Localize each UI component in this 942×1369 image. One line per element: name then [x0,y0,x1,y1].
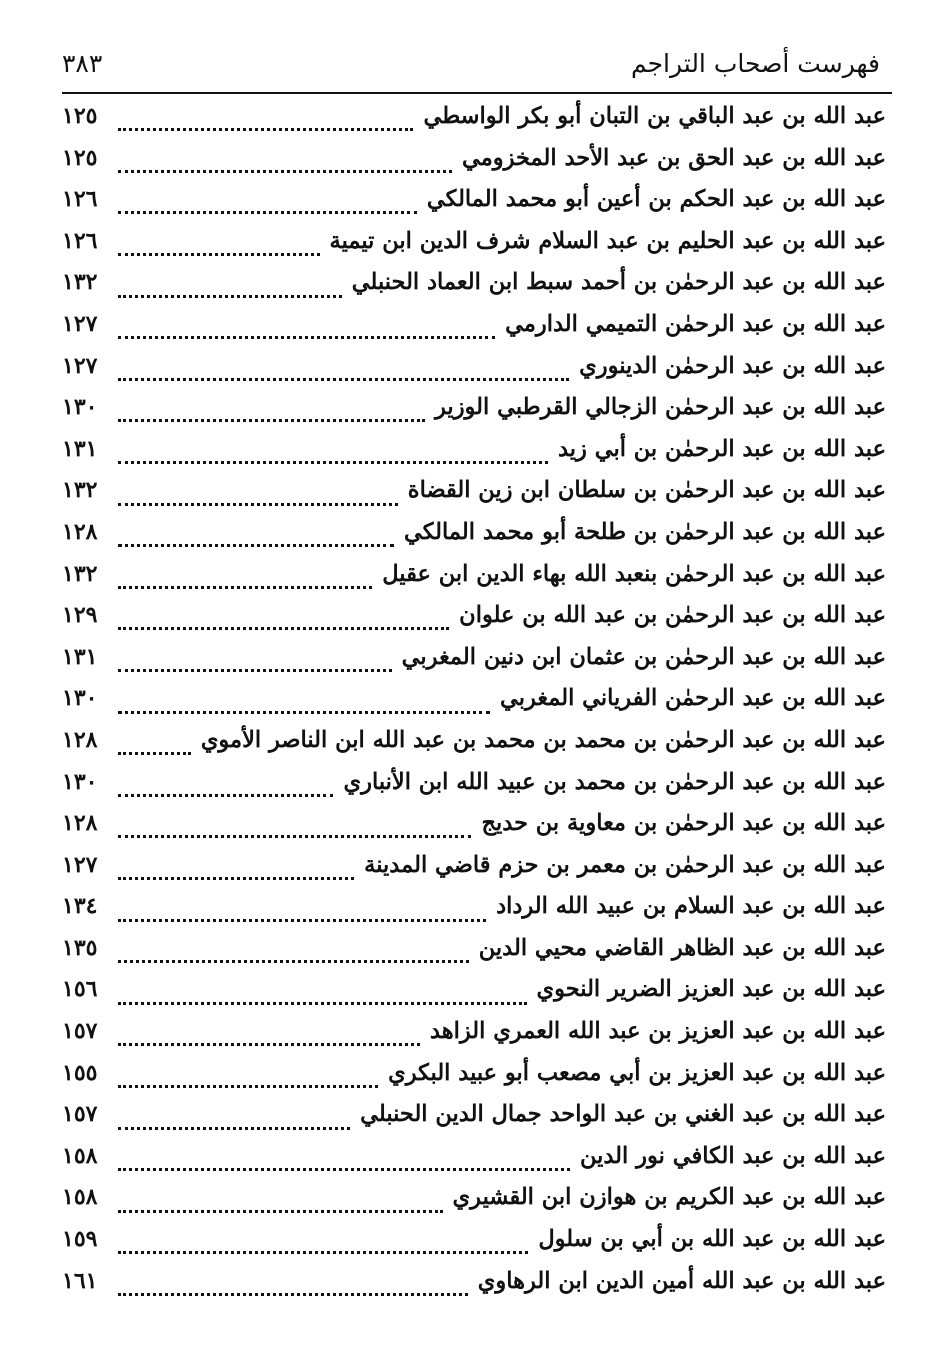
index-entry [62,145,886,187]
entry-page-number: ١٣٢ [62,560,98,587]
entry-page-number: ١٦١ [62,1267,98,1294]
entry-page-number: ١٥٥ [62,1059,98,1086]
dot-leader [118,711,490,714]
index-entry [62,269,886,311]
index-entry [62,810,886,852]
dot-leader [118,211,417,214]
entry-page-number: ١٢٥ [62,144,98,171]
dot-leader [118,336,495,339]
dot-leader [118,503,398,506]
entry-name: عبد الله بن عبد الحليم بن عبد السلام شرف الدين ابن تيمية [329,227,886,254]
entry-name: عبد الله بن عبد الكريم بن هوازن ابن القشيري [452,1184,886,1211]
entry-name: عبد الله بن عبد الحكم بن أعين أبو محمد المالكي [426,186,886,213]
index-entry [62,644,886,686]
entry-name: عبد الله بن عبد الغني بن عبد الواحد جمال الدين الحنبلي [360,1101,886,1128]
index-entry [62,976,886,1018]
entry-page-number: ١٢٨ [62,726,98,753]
entry-page-number: ١٥٦ [62,976,98,1003]
entry-page-number: ١٢٦ [62,186,98,213]
entry-page-number: ١٣٤ [62,893,98,920]
header-title: فهرست أصحاب التراجم [630,48,880,78]
index-entry [62,893,886,935]
dot-leader [118,128,413,131]
entry-page-number: ١٢٧ [62,851,98,878]
index-entry [62,727,886,769]
entry-name: عبد الله بن عبد العزيز بن عبد الله العمري الزاهد [429,1018,886,1045]
index-entry [62,685,886,727]
entry-name: عبد الله بن عبد الرحمٰن التميمي الدارمي [505,310,886,337]
dot-leader [118,794,333,797]
entry-name: عبد الله بن عبد الرحمٰن بن عثمان ابن دنين المغربي [401,643,886,670]
entry-name: عبد الله بن عبد الرحمٰن بن طلحة أبو محمد المالكي [404,518,886,545]
index-entry [62,103,886,145]
entry-page-number: ١٣١ [62,435,98,462]
entry-name: عبد الله بن عبد العزيز الضرير النحوي [536,976,886,1003]
entry-page-number: ١٣٠ [62,685,98,712]
entry-page-number: ١٢٧ [62,310,98,337]
index-entry [62,394,886,436]
page-number: ٣٨٣ [62,48,103,78]
entry-name: عبد الله بن عبد الرحمٰن بن سلطان ابن زين القضاة [407,477,886,504]
entry-page-number: ١٣٢ [62,477,98,504]
index-entry [62,561,886,603]
index-entry [62,1268,886,1310]
dot-leader [118,1043,420,1046]
entry-name: عبد الله بن عبد الرحمٰن بن معمر بن حزم قاضي المدينة [364,851,886,878]
entry-page-number: ١٥٧ [62,1101,98,1128]
entry-name: عبد الله بن عبد الرحمٰن الزجالي القرطبي الوزير [435,394,886,421]
dot-leader [118,1127,350,1130]
index-entries [62,103,886,1309]
dot-leader [118,627,449,630]
index-entry [62,769,886,811]
entry-name: عبد الله بن عبد الرحمٰن بن أحمد سبط ابن العماد الحنبلي [351,269,886,296]
entry-name: عبد الله بن عبد الرحمٰن الفرياني المغربي [499,685,886,712]
entry-page-number: ١٣٠ [62,768,98,795]
dot-leader [118,170,452,173]
index-entry [62,436,886,478]
entry-name: عبد الله بن عبد السلام بن عبيد الله الرداد [496,893,886,920]
index-entry [62,186,886,228]
page-header [62,40,880,86]
dot-leader [118,835,471,838]
index-entry [62,1143,886,1185]
dot-leader [118,378,569,381]
dot-leader [118,752,191,755]
entry-name: عبد الله بن عبد الحق بن عبد الأحد المخزومي [461,144,886,171]
entry-name: عبد الله بن عبد الله أمين الدين ابن الرهاوي [477,1267,886,1294]
entry-page-number: ١٣٥ [62,934,98,961]
entry-name: عبد الله بن عبد العزيز بن أبي مصعب أبو عبيد البكري [388,1059,886,1086]
index-entry [62,1226,886,1268]
dot-leader [118,1168,570,1171]
index-entry [62,1018,886,1060]
index-entry [62,311,886,353]
dot-leader [118,461,548,464]
index-entry [62,935,886,977]
entry-page-number: ١٢٦ [62,227,98,254]
entry-page-number: ١٢٧ [62,352,98,379]
entry-name: عبد الله بن عبد الرحمٰن بن معاوية بن حديج [481,810,886,837]
entry-page-number: ١٣١ [62,643,98,670]
entry-page-number: ١٢٨ [62,810,98,837]
index-entry [62,519,886,561]
entry-name: عبد الله بن عبد الرحمٰن بن أبي زيد [557,435,886,462]
entry-name: عبد الله بن عبد الرحمٰن بن محمد بن محمد بن عبد الله ابن الناصر الأموي [200,726,886,753]
entry-page-number: ١٥٨ [62,1184,98,1211]
dot-leader [118,960,469,963]
entry-page-number: ١٥٧ [62,1018,98,1045]
index-entry [62,228,886,270]
dot-leader [118,1210,443,1213]
entry-name: عبد الله بن عبد الرحمٰن بن عبد الله بن علوان [459,602,886,629]
dot-leader [118,669,392,672]
dot-leader [118,419,425,422]
dot-leader [118,877,354,880]
index-entry [62,1060,886,1102]
dot-leader [118,544,394,547]
dot-leader [118,253,320,256]
header-rule [62,92,892,94]
index-entry [62,353,886,395]
dot-leader [118,586,372,589]
dot-leader [118,295,342,298]
entry-page-number: ١٣٢ [62,269,98,296]
index-entry [62,852,886,894]
dot-leader [118,1293,468,1296]
dot-leader [118,919,486,922]
entry-name: عبد الله بن عبد الظاهر القاضي محيي الدين [478,934,886,961]
entry-page-number: ١٢٨ [62,518,98,545]
index-entry [62,477,886,519]
entry-name: عبد الله بن عبد الرحمٰن بنعبد الله بهاء الدين ابن عقيل [382,560,886,587]
entry-name: عبد الله بن عبد الرحمٰن الدينوري [579,352,886,379]
entry-page-number: ١٢٥ [62,103,98,129]
entry-page-number: ١٥٩ [62,1226,98,1253]
dot-leader [118,1085,378,1088]
entry-page-number: ١٣٠ [62,394,98,421]
entry-page-number: ١٥٨ [62,1142,98,1169]
index-entry [62,602,886,644]
entry-name: عبد الله بن عبد الله بن أبي بن سلول [538,1226,886,1253]
entry-name: عبد الله بن عبد الرحمٰن بن محمد بن عبيد الله ابن الأنباري [343,768,886,795]
entry-name: عبد الله بن عبد الكافي نور الدين [579,1142,886,1169]
entry-page-number: ١٢٩ [62,602,98,629]
dot-leader [118,1251,528,1254]
index-entry [62,1184,886,1226]
dot-leader [118,1002,527,1005]
index-entry [62,1101,886,1143]
entry-name: عبد الله بن عبد الباقي بن التبان أبو بكر الواسطي [423,103,886,129]
